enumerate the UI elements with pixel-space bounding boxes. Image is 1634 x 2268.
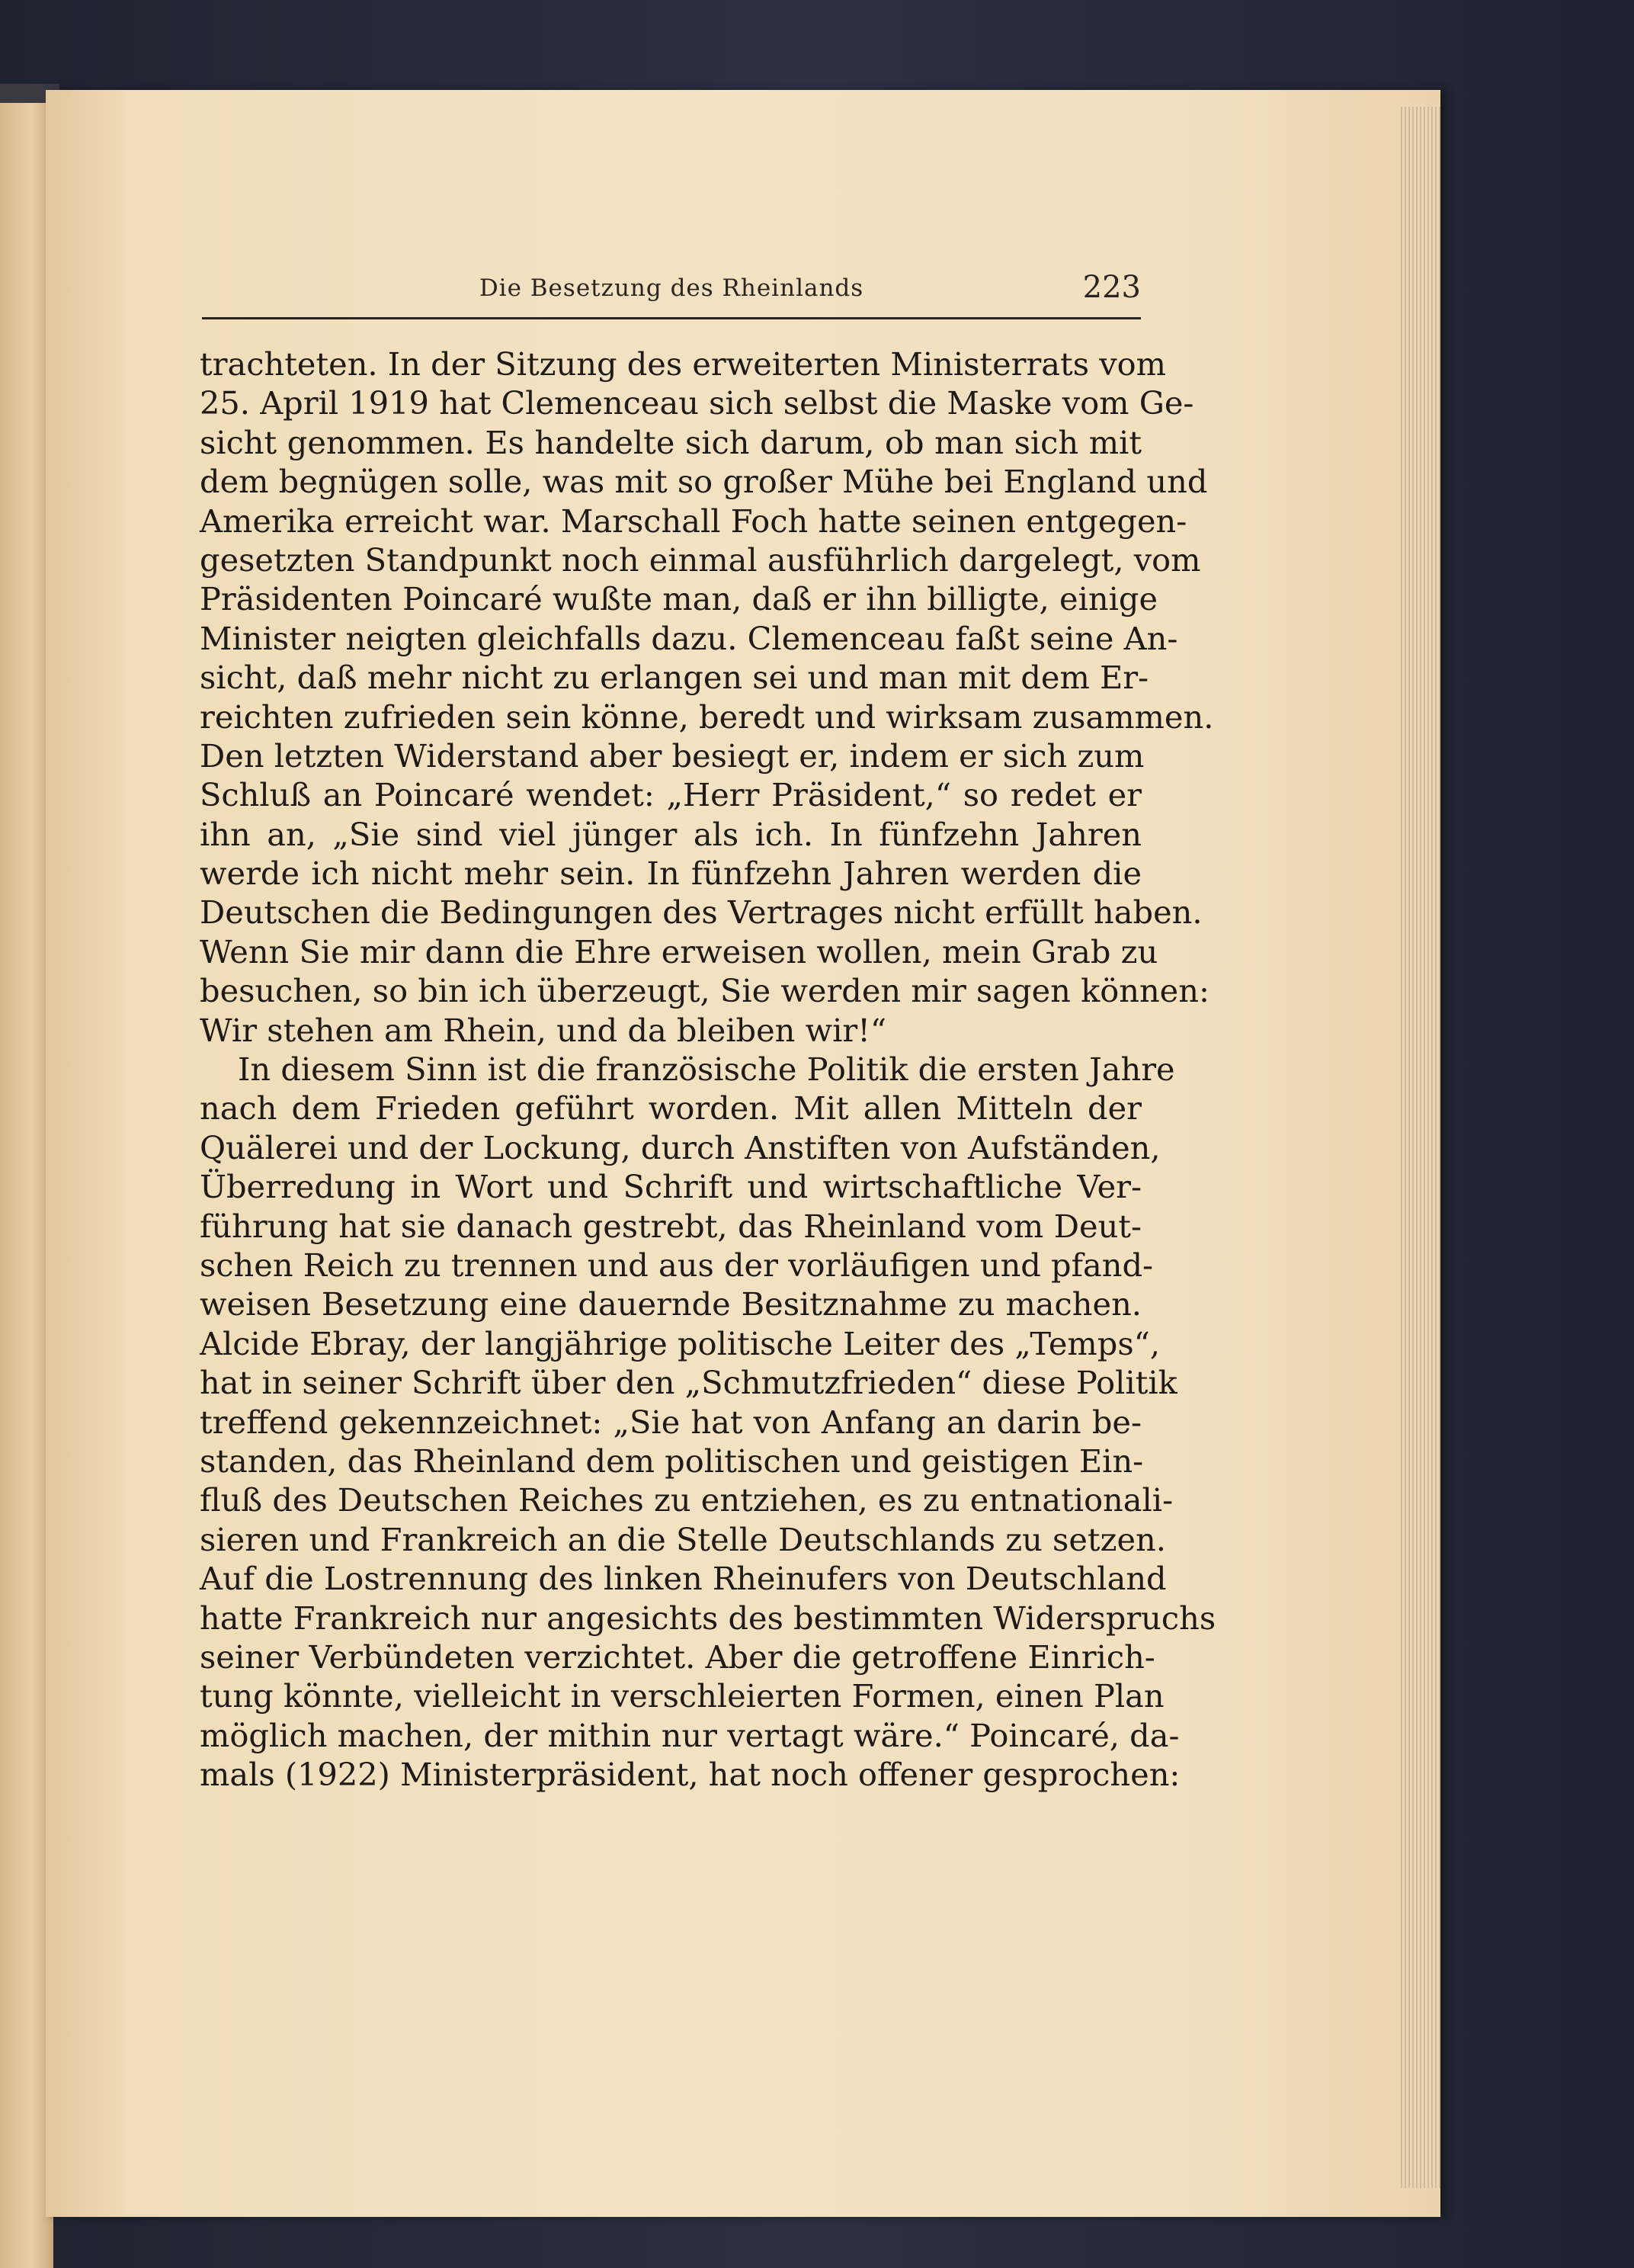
text-line: tung könnte, vielleicht in verschleierten Formen, einen Plan [200, 1677, 1165, 1715]
text-line: gesetzten Standpunkt noch einmal ausführlich dargelegt, vom [200, 541, 1201, 579]
text-line: werde ich nicht mehr sein. In fünfzehn Jahren werden die [200, 855, 1142, 893]
paragraph-first-line: In diesem Sinn ist die französische Politik die ersten Jahre [238, 1051, 1175, 1089]
text-line: seiner Verbündeten verzichtet. Aber die getroffene Einrich- [200, 1638, 1155, 1676]
text-line: nach dem Frieden geführt worden. Mit allen Mitteln der [200, 1089, 1142, 1128]
text-line: Wir stehen am Rhein, und da bleiben wir!“ [200, 1011, 887, 1049]
text-line: mals (1922) Ministerpräsident, hat noch offener gesprochen: [200, 1756, 1181, 1794]
running-title: Die Besetzung des Rheinlands [479, 274, 864, 302]
text-line: hat in seiner Schrift über den „Schmutzfrieden“ diese Politik [200, 1364, 1177, 1402]
text-line: sicht, daß mehr nicht zu erlangen sei und man mit dem Er- [200, 659, 1149, 697]
text-line: 25. April 1919 hat Clemenceau sich selbst die Maske vom Ge- [200, 384, 1194, 422]
text-line: hatte Frankreich nur angesichts des bestimmten Widerspruchs [200, 1599, 1216, 1637]
text-line: schen Reich zu trennen und aus der vorläufigen und pfand- [200, 1246, 1154, 1284]
text-line: Wenn Sie mir dann die Ehre erweisen wollen, mein Grab zu [200, 932, 1158, 970]
text-line: ihn an, „Sie sind viel jünger als ich. In fünfzehn Jahren [200, 815, 1142, 853]
page-number: 223 [1082, 270, 1141, 305]
text-line: Den letzten Widerstand aber besiegt er, indem er sich zum [200, 736, 1145, 775]
text-line: Minister neigten gleichfalls dazu. Clemenceau faßt seine An- [200, 619, 1178, 657]
text-line: Präsidenten Poincaré wußte man, daß er ihn billigte, einige [200, 580, 1158, 618]
text-line: sicht genommen. Es handelte sich darum, ob man sich mit [200, 423, 1142, 461]
text-line: fluß des Deutschen Reiches zu entziehen, es zu entnationali- [200, 1481, 1174, 1519]
text-line: dem begnügen solle, was mit so großer Mühe bei England und [200, 463, 1208, 501]
text-line: weisen Besetzung eine dauernde Besitznahme zu machen. [200, 1285, 1142, 1323]
text-line: Schluß an Poincaré wendet: „Herr Präsident,“ so redet er [200, 776, 1142, 814]
text-line: trachteten. In der Sitzung des erweiterten Ministerrats vom [200, 345, 1166, 383]
text-line: Überredung in Wort und Schrift und wirtschaftliche Ver- [200, 1168, 1142, 1206]
text-line: reichten zufrieden sein könne, beredt und wirksam zusammen. [200, 698, 1214, 736]
text-line: Quälerei und der Lockung, durch Anstiften von Aufständen, [200, 1128, 1161, 1166]
body-text [200, 345, 1216, 1794]
running-head [202, 270, 1141, 319]
text-line: standen, das Rheinland dem politischen und geistigen Ein- [200, 1442, 1144, 1480]
text-line: möglich machen, der mithin nur vertagt wäre.“ Poincaré, da- [200, 1716, 1180, 1754]
text-line: treffend gekennzeichnet: „Sie hat von Anfang an darin be- [200, 1403, 1142, 1441]
page-stack-edge [1399, 107, 1440, 2188]
text-line: Deutschen die Bedingungen des Vertrages nicht erfüllt haben. [200, 893, 1203, 932]
text-line: besuchen, so bin ich überzeugt, Sie werden mir sagen können: [200, 972, 1209, 1010]
text-line: führung hat sie danach gestrebt, das Rheinland vom Deut- [200, 1207, 1142, 1245]
text-line: Auf die Lostrennung des linken Rheinufers von Deutschland [200, 1560, 1167, 1598]
text-line: Alcide Ebray, der langjährige politische Leiter des „Temps“, [200, 1324, 1161, 1362]
text-line: Amerika erreicht war. Marschall Foch hatte seinen entgegen- [200, 502, 1187, 540]
text-line: sieren und Frankreich an die Stelle Deutschlands zu setzen. [200, 1520, 1166, 1558]
